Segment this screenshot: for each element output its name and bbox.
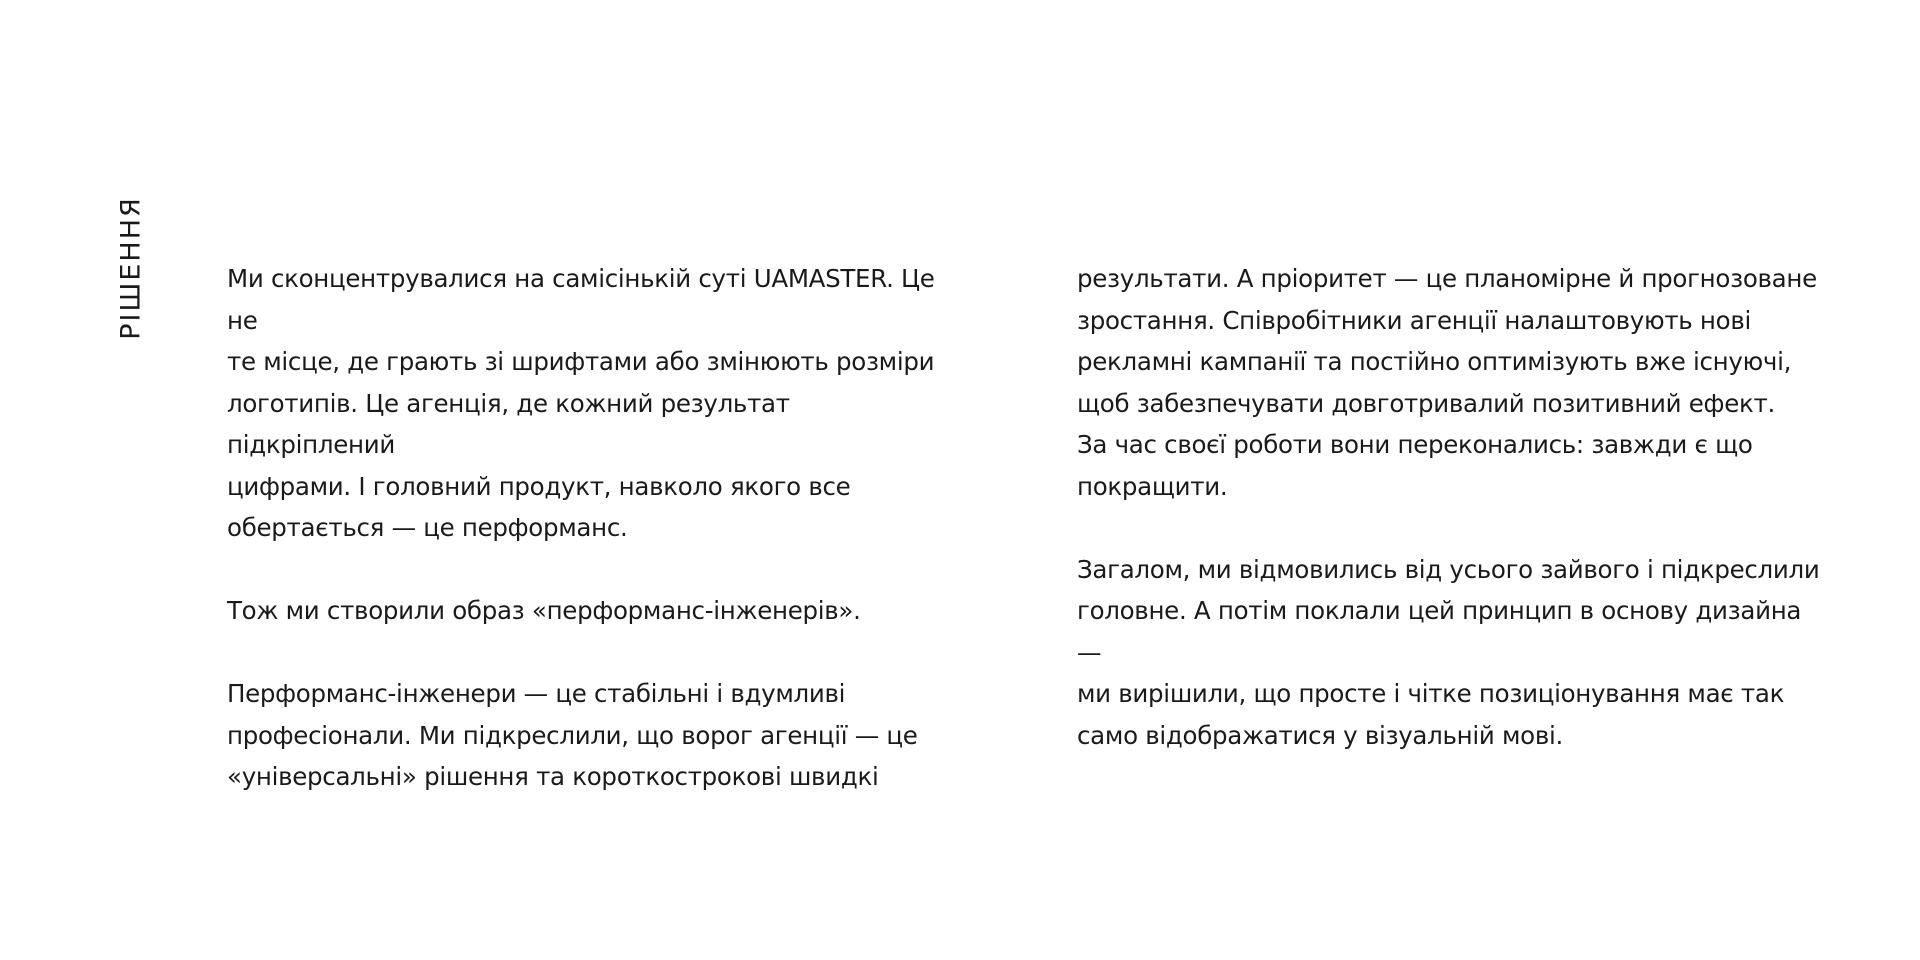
paragraph: Ми сконцентрувалися на самісінькій суті UAMASTER. Це не те місце, де грають зі шрифтами або змінюють розміри логотипів. Це агенція, де кожний результат підкріплений цифрами. І головний продукт, навколо якого все обертається — це перформанс. — [227, 264, 935, 542]
paragraph: Тож ми створили образ «перформанс-інженерів». — [227, 596, 861, 625]
paragraph: Загалом, ми відмовились від усього зайвого і підкреслили головне. А потім поклали цей принцип в основу дизайна — ми вирішили, що просте і чітке позиціонування має так само відображатися у візуальній мові. — [1077, 554, 1820, 750]
right-text-column — [1077, 258, 1827, 756]
paragraph: результати. А пріоритет — це планомірне й прогнозоване зростання. Співробітники агенції налаштовують нові рекламні кампанії та постійно оптимізують вже існуючі, щоб забезпечувати довготривалий позитивний ефект. За час своєї роботи вони переконались: завжди є що покращити. — [1077, 264, 1817, 501]
left-text-column — [227, 258, 957, 798]
paragraph: Перформанс-інженери — це стабільні і вдумливі професіонали. Ми підкреслили, що ворог агенції — це «універсальні» рішення та короткострокові швидкі — [227, 679, 918, 791]
section-label: РІШЕННЯ — [115, 196, 147, 340]
